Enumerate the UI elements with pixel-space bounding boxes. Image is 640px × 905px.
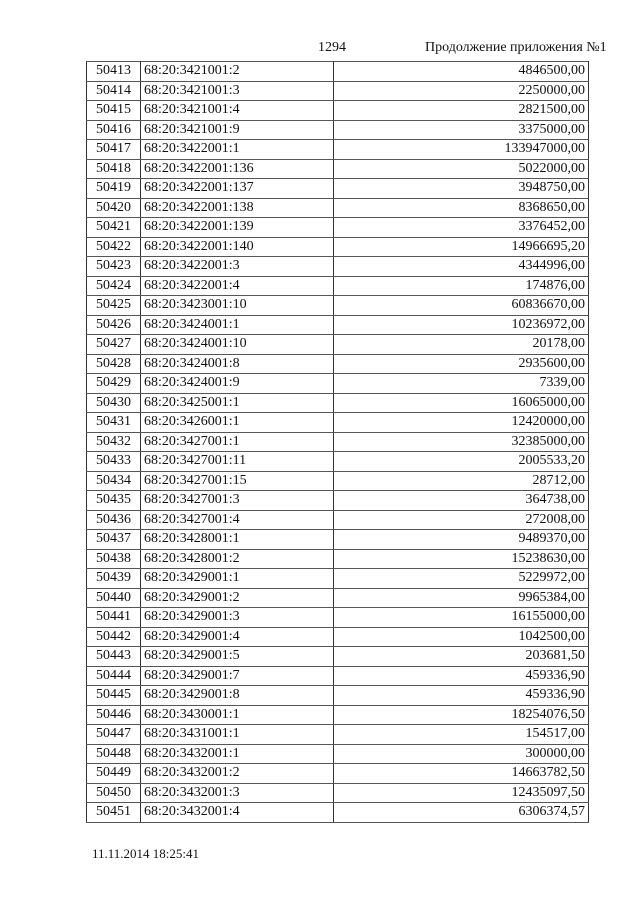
cadastral-value: 459336,90	[334, 666, 589, 686]
cadastral-number: 68:20:3429001:7	[141, 666, 334, 686]
row-number: 50444	[87, 666, 141, 686]
cadastral-value: 18254076,50	[334, 705, 589, 725]
table-row	[87, 276, 589, 296]
table-row	[87, 764, 589, 784]
row-number: 50450	[87, 783, 141, 803]
cadastral-value: 6306374,57	[334, 803, 589, 823]
table-row	[87, 627, 589, 647]
row-number: 50432	[87, 432, 141, 452]
row-number: 50443	[87, 647, 141, 667]
table-row	[87, 179, 589, 199]
table-row	[87, 120, 589, 140]
cadastral-number: 68:20:3427001:11	[141, 452, 334, 472]
row-number: 50421	[87, 218, 141, 238]
cadastral-number: 68:20:3423001:10	[141, 296, 334, 316]
cadastral-value: 9489370,00	[334, 530, 589, 550]
cadastral-number: 68:20:3421001:4	[141, 101, 334, 121]
table-row	[87, 62, 589, 82]
row-number: 50435	[87, 491, 141, 511]
cadastral-value: 14663782,50	[334, 764, 589, 784]
cadastral-value: 3375000,00	[334, 120, 589, 140]
row-number: 50437	[87, 530, 141, 550]
table-row	[87, 374, 589, 394]
table-row	[87, 81, 589, 101]
table-row	[87, 647, 589, 667]
cadastral-value: 4846500,00	[334, 62, 589, 82]
cadastral-value: 8368650,00	[334, 198, 589, 218]
cadastral-value: 364738,00	[334, 491, 589, 511]
footer-timestamp: 11.11.2014 18:25:41	[92, 846, 200, 861]
table-row	[87, 198, 589, 218]
table-row	[87, 218, 589, 238]
row-number: 50428	[87, 354, 141, 374]
table-row	[87, 744, 589, 764]
cadastral-value: 5022000,00	[334, 159, 589, 179]
cadastral-number: 68:20:3429001:2	[141, 588, 334, 608]
cadastral-value: 16155000,00	[334, 608, 589, 628]
cadastral-value: 60836670,00	[334, 296, 589, 316]
table-row	[87, 725, 589, 745]
page-caption: Продолжение приложения №1	[425, 40, 607, 55]
cadastral-number: 68:20:3432001:4	[141, 803, 334, 823]
cadastral-number: 68:20:3421001:9	[141, 120, 334, 140]
cadastral-number: 68:20:3429001:8	[141, 686, 334, 706]
cadastral-value: 174876,00	[334, 276, 589, 296]
table-row	[87, 491, 589, 511]
row-number: 50431	[87, 413, 141, 433]
row-number: 50418	[87, 159, 141, 179]
table-row	[87, 101, 589, 121]
cadastral-value: 203681,50	[334, 647, 589, 667]
cadastral-number: 68:20:3428001:2	[141, 549, 334, 569]
cadastral-number: 68:20:3421001:3	[141, 81, 334, 101]
row-number: 50442	[87, 627, 141, 647]
cadastral-number: 68:20:3422001:4	[141, 276, 334, 296]
row-number: 50449	[87, 764, 141, 784]
table-row	[87, 705, 589, 725]
cadastral-value: 133947000,00	[334, 140, 589, 160]
row-number: 50445	[87, 686, 141, 706]
cadastral-value: 4344996,00	[334, 257, 589, 277]
cadastral-number: 68:20:3422001:1	[141, 140, 334, 160]
table-row	[87, 413, 589, 433]
cadastral-value: 14966695,20	[334, 237, 589, 257]
row-number: 50439	[87, 569, 141, 589]
table-row	[87, 140, 589, 160]
cadastral-number: 68:20:3429001:4	[141, 627, 334, 647]
cadastral-value: 16065000,00	[334, 393, 589, 413]
cadastral-number: 68:20:3421001:2	[141, 62, 334, 82]
row-number: 50424	[87, 276, 141, 296]
cadastral-value: 459336,90	[334, 686, 589, 706]
cadastral-value: 5229972,00	[334, 569, 589, 589]
row-number: 50436	[87, 510, 141, 530]
cadastral-number: 68:20:3422001:136	[141, 159, 334, 179]
row-number: 50414	[87, 81, 141, 101]
cadastral-number: 68:20:3430001:1	[141, 705, 334, 725]
cadastral-number: 68:20:3422001:138	[141, 198, 334, 218]
table-row	[87, 257, 589, 277]
cadastral-value: 2935600,00	[334, 354, 589, 374]
cadastral-value: 3948750,00	[334, 179, 589, 199]
cadastral-value: 10236972,00	[334, 315, 589, 335]
table-row	[87, 393, 589, 413]
page-number: 1294	[318, 40, 346, 55]
row-number: 50429	[87, 374, 141, 394]
row-number: 50447	[87, 725, 141, 745]
cadastral-number: 68:20:3427001:3	[141, 491, 334, 511]
cadastral-number: 68:20:3424001:1	[141, 315, 334, 335]
row-number: 50438	[87, 549, 141, 569]
cadastral-value: 12435097,50	[334, 783, 589, 803]
cadastral-value: 12420000,00	[334, 413, 589, 433]
row-number: 50440	[87, 588, 141, 608]
cadastral-number: 68:20:3422001:137	[141, 179, 334, 199]
table-row	[87, 354, 589, 374]
cadastral-value: 9965384,00	[334, 588, 589, 608]
cadastral-value: 15238630,00	[334, 549, 589, 569]
cadastral-number: 68:20:3429001:5	[141, 647, 334, 667]
row-number: 50420	[87, 198, 141, 218]
table-row	[87, 471, 589, 491]
cadastral-value: 3376452,00	[334, 218, 589, 238]
table-row	[87, 608, 589, 628]
row-number: 50415	[87, 101, 141, 121]
table-row	[87, 159, 589, 179]
table-row	[87, 569, 589, 589]
cadastral-number: 68:20:3429001:3	[141, 608, 334, 628]
row-number: 50451	[87, 803, 141, 823]
table-row	[87, 315, 589, 335]
cadastral-number: 68:20:3422001:140	[141, 237, 334, 257]
row-number: 50425	[87, 296, 141, 316]
table-row	[87, 549, 589, 569]
row-number: 50423	[87, 257, 141, 277]
cadastral-number: 68:20:3427001:1	[141, 432, 334, 452]
cadastral-number: 68:20:3429001:1	[141, 569, 334, 589]
table-body	[87, 62, 589, 823]
row-number: 50433	[87, 452, 141, 472]
row-number: 50427	[87, 335, 141, 355]
cadastral-value: 2250000,00	[334, 81, 589, 101]
cadastral-value: 2005533,20	[334, 452, 589, 472]
cadastral-value: 1042500,00	[334, 627, 589, 647]
row-number: 50413	[87, 62, 141, 82]
table-row	[87, 666, 589, 686]
row-number: 50417	[87, 140, 141, 160]
table-row	[87, 686, 589, 706]
cadastral-value: 154517,00	[334, 725, 589, 745]
row-number: 50430	[87, 393, 141, 413]
table-row	[87, 432, 589, 452]
cadastral-value: 272008,00	[334, 510, 589, 530]
table-row	[87, 237, 589, 257]
row-number: 50419	[87, 179, 141, 199]
row-number: 50426	[87, 315, 141, 335]
cadastral-value: 20178,00	[334, 335, 589, 355]
cadastral-value: 300000,00	[334, 744, 589, 764]
row-number: 50446	[87, 705, 141, 725]
cadastral-value-table	[86, 61, 589, 823]
cadastral-number: 68:20:3422001:3	[141, 257, 334, 277]
table-row	[87, 783, 589, 803]
row-number: 50448	[87, 744, 141, 764]
cadastral-value: 7339,00	[334, 374, 589, 394]
cadastral-number: 68:20:3425001:1	[141, 393, 334, 413]
table-row	[87, 335, 589, 355]
row-number: 50422	[87, 237, 141, 257]
cadastral-number: 68:20:3426001:1	[141, 413, 334, 433]
cadastral-number: 68:20:3431001:1	[141, 725, 334, 745]
row-number: 50441	[87, 608, 141, 628]
cadastral-value: 2821500,00	[334, 101, 589, 121]
row-number: 50416	[87, 120, 141, 140]
cadastral-number: 68:20:3424001:8	[141, 354, 334, 374]
cadastral-number: 68:20:3432001:2	[141, 764, 334, 784]
table-row	[87, 452, 589, 472]
table-row	[87, 588, 589, 608]
cadastral-value: 32385000,00	[334, 432, 589, 452]
cadastral-number: 68:20:3432001:3	[141, 783, 334, 803]
table-row	[87, 530, 589, 550]
table-row	[87, 296, 589, 316]
cadastral-number: 68:20:3422001:139	[141, 218, 334, 238]
cadastral-number: 68:20:3424001:10	[141, 335, 334, 355]
cadastral-number: 68:20:3432001:1	[141, 744, 334, 764]
cadastral-number: 68:20:3427001:4	[141, 510, 334, 530]
table-row	[87, 510, 589, 530]
cadastral-value: 28712,00	[334, 471, 589, 491]
cadastral-number: 68:20:3424001:9	[141, 374, 334, 394]
table-row	[87, 803, 589, 823]
cadastral-number: 68:20:3427001:15	[141, 471, 334, 491]
row-number: 50434	[87, 471, 141, 491]
cadastral-number: 68:20:3428001:1	[141, 530, 334, 550]
